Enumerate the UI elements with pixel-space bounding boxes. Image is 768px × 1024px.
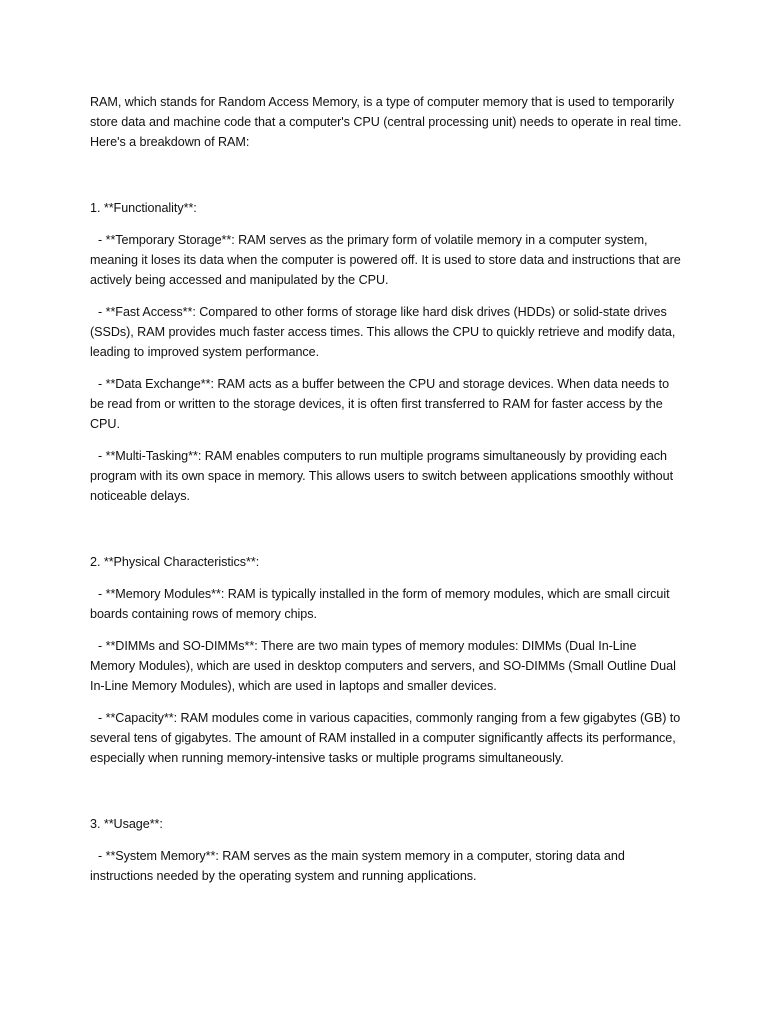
item-memory-modules: - **Memory Modules**: RAM is typically installed in the form of memory modules, which are small circuit boards containing rows of memory chips. bbox=[90, 587, 670, 621]
list-item bbox=[90, 374, 682, 434]
item-data-exchange: - **Data Exchange**: RAM acts as a buffer between the CPU and storage devices. When data needs to be read from or written to the storage devices, it is often first transferred to RAM for faster access by the CPU. bbox=[90, 377, 670, 431]
intro-paragraph: RAM, which stands for Random Access Memory, is a type of computer memory that is used to temporarily store data and machine code that a computer's CPU (central processing unit) needs to operate in real time. Here's a breakdown of RAM: bbox=[90, 95, 682, 149]
list-item bbox=[90, 708, 682, 768]
list-item bbox=[90, 846, 682, 886]
document-body bbox=[90, 92, 682, 898]
list-item bbox=[90, 230, 682, 290]
item-capacity: - **Capacity**: RAM modules come in various capacities, commonly ranging from a few gigabytes (GB) to several tens of gigabytes. The amount of RAM installed in a computer significantly affects its performance, especially when running memory-intensive tasks or multiple programs simultaneously. bbox=[90, 711, 681, 765]
section-heading-physical-characteristics: 2. **Physical Characteristics**: bbox=[90, 555, 260, 569]
list-item bbox=[90, 636, 682, 696]
item-system-memory: - **System Memory**: RAM serves as the main system memory in a computer, storing data and instructions needed by the operating system and running applications. bbox=[90, 849, 625, 883]
item-fast-access: - **Fast Access**: Compared to other forms of storage like hard disk drives (HDDs) or solid-state drives (SSDs), RAM provides much faster access times. This allows the CPU to quickly retrieve and modify data, leading to improved system performance. bbox=[90, 305, 676, 359]
section-heading-usage: 3. **Usage**: bbox=[90, 817, 163, 831]
section-heading-functionality: 1. **Functionality**: bbox=[90, 201, 197, 215]
list-item bbox=[90, 584, 682, 624]
item-multi-tasking: - **Multi-Tasking**: RAM enables computers to run multiple programs simultaneously by providing each program with its own space in memory. This allows users to switch between applications smoothly without noticeable delays. bbox=[90, 449, 674, 503]
list-item bbox=[90, 446, 682, 506]
list-item bbox=[90, 302, 682, 362]
item-temporary-storage: - **Temporary Storage**: RAM serves as the primary form of volatile memory in a computer system, meaning it loses its data when the computer is powered off. It is used to store data and instructions that are actively being accessed and manipulated by the CPU. bbox=[90, 233, 681, 287]
item-dimms-so-dimms: - **DIMMs and SO-DIMMs**: There are two main types of memory modules: DIMMs (Dual In-Line Memory Modules), which are used in desktop computers and servers, and SO-DIMMs (Small Outline Dual In-Line Memory Modules), which are used in laptops and smaller devices. bbox=[90, 639, 676, 693]
